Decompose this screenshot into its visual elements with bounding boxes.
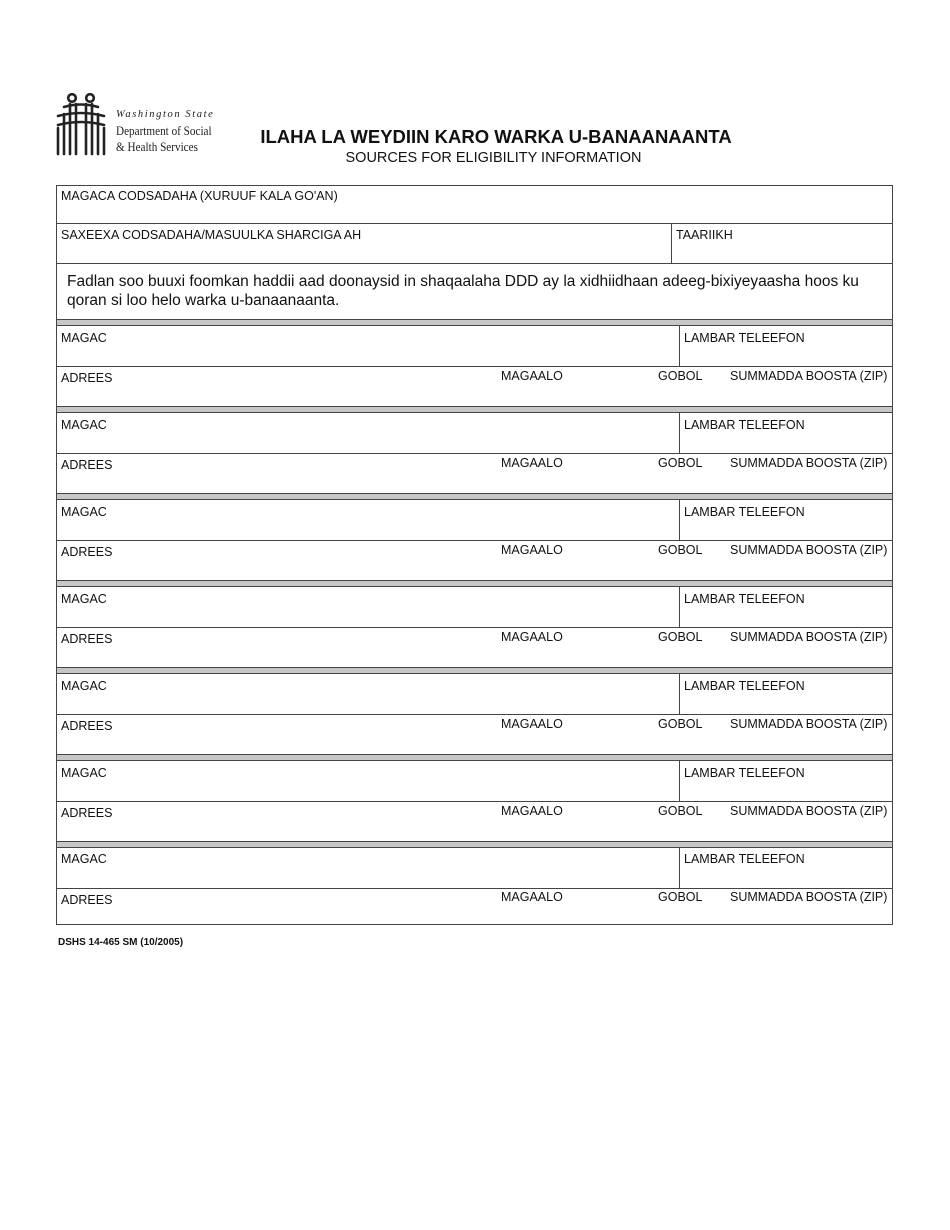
source-city-field[interactable]: MAGAALO [501,890,563,904]
divider [679,500,680,540]
divider [57,540,892,541]
source-city-field[interactable]: MAGAALO [501,543,563,557]
source-phone-field[interactable]: LAMBAR TELEEFON [684,766,805,780]
source-name-field[interactable]: MAGAC [61,505,107,519]
source-phone-field[interactable]: LAMBAR TELEEFON [684,592,805,606]
section-separator [57,667,892,674]
source-city-field[interactable]: MAGAALO [501,369,563,383]
source-state-field[interactable]: GOBOL [658,369,703,383]
source-zip-field[interactable]: SUMMADDA BOOSTA (ZIP) [730,804,888,818]
form-number: DSHS 14-465 SM (10/2005) [58,937,184,948]
section-separator [57,319,892,326]
source-zip-field[interactable]: SUMMADDA BOOSTA (ZIP) [730,456,888,470]
divider [671,223,672,263]
divider [57,453,892,454]
source-phone-field[interactable]: LAMBAR TELEEFON [684,505,805,519]
form-title: ILAHA LA WEYDIIN KARO WARKA U-BANAANAANTA [260,126,732,147]
source-address-field[interactable]: ADREES [61,458,113,472]
divider [679,848,680,888]
source-state-field[interactable]: GOBOL [658,543,703,557]
divider [57,801,892,802]
source-name-field[interactable]: MAGAC [61,852,107,866]
divider [57,263,892,264]
divider [57,714,892,715]
source-address-field[interactable]: ADREES [61,371,113,385]
instructions-text: Fadlan soo buuxi foomkan haddii aad doonaysid in shaqaalaha DDD ay la xidhiidhaan adeeg-bixiyeyaasha hoos ku qoran si loo helo warka u-banaanaanta. [67,273,859,309]
dshs-logo [54,92,216,158]
source-address-field[interactable]: ADREES [61,893,113,907]
source-address-field[interactable]: ADREES [61,719,113,733]
divider [57,627,892,628]
source-name-field[interactable]: MAGAC [61,766,107,780]
client-name-field[interactable]: MAGACA CODSADAHA (XURUUF KALA GO'AN) [61,189,338,203]
divider [57,888,892,889]
divider [679,413,680,453]
source-state-field[interactable]: GOBOL [658,456,703,470]
source-city-field[interactable]: MAGAALO [501,456,563,470]
eligibility-form [56,185,893,925]
source-state-field[interactable]: GOBOL [658,890,703,904]
form-subtitle: SOURCES FOR ELIGIBILITY INFORMATION [345,150,642,166]
source-phone-field[interactable]: LAMBAR TELEEFON [684,418,805,432]
source-phone-field[interactable]: LAMBAR TELEEFON [684,331,805,345]
source-name-field[interactable]: MAGAC [61,679,107,693]
source-phone-field[interactable]: LAMBAR TELEEFON [684,679,805,693]
source-name-field[interactable]: MAGAC [61,418,107,432]
source-zip-field[interactable]: SUMMADDA BOOSTA (ZIP) [730,630,888,644]
source-city-field[interactable]: MAGAALO [501,804,563,818]
source-zip-field[interactable]: SUMMADDA BOOSTA (ZIP) [730,543,888,557]
source-state-field[interactable]: GOBOL [658,630,703,644]
divider [57,223,892,224]
source-address-field[interactable]: ADREES [61,632,113,646]
divider [679,761,680,801]
source-address-field[interactable]: ADREES [61,806,113,820]
section-separator [57,754,892,761]
source-zip-field[interactable]: SUMMADDA BOOSTA (ZIP) [730,369,888,383]
source-state-field[interactable]: GOBOL [658,804,703,818]
source-name-field[interactable]: MAGAC [61,331,107,345]
divider [57,366,892,367]
section-separator [57,580,892,587]
dshs-people-icon [54,92,112,158]
source-zip-field[interactable]: SUMMADDA BOOSTA (ZIP) [730,717,888,731]
section-separator [57,493,892,500]
source-zip-field[interactable]: SUMMADDA BOOSTA (ZIP) [730,890,888,904]
divider [679,587,680,627]
source-state-field[interactable]: GOBOL [658,717,703,731]
section-separator [57,406,892,413]
source-city-field[interactable]: MAGAALO [501,630,563,644]
date-field[interactable]: TAARIIKH [676,228,733,242]
section-separator [57,841,892,848]
logo-agency-line2: & Health Services [116,139,198,154]
source-city-field[interactable]: MAGAALO [501,717,563,731]
logo-agency-line1: Department of Social [116,123,212,138]
divider [679,674,680,714]
signature-field[interactable]: SAXEEXA CODSADAHA/MASUULKA SHARCIGA AH [61,228,362,242]
source-phone-field[interactable]: LAMBAR TELEEFON [684,852,805,866]
source-name-field[interactable]: MAGAC [61,592,107,606]
divider [679,326,680,366]
logo-state-text: Washington State [116,109,215,120]
source-address-field[interactable]: ADREES [61,545,113,559]
